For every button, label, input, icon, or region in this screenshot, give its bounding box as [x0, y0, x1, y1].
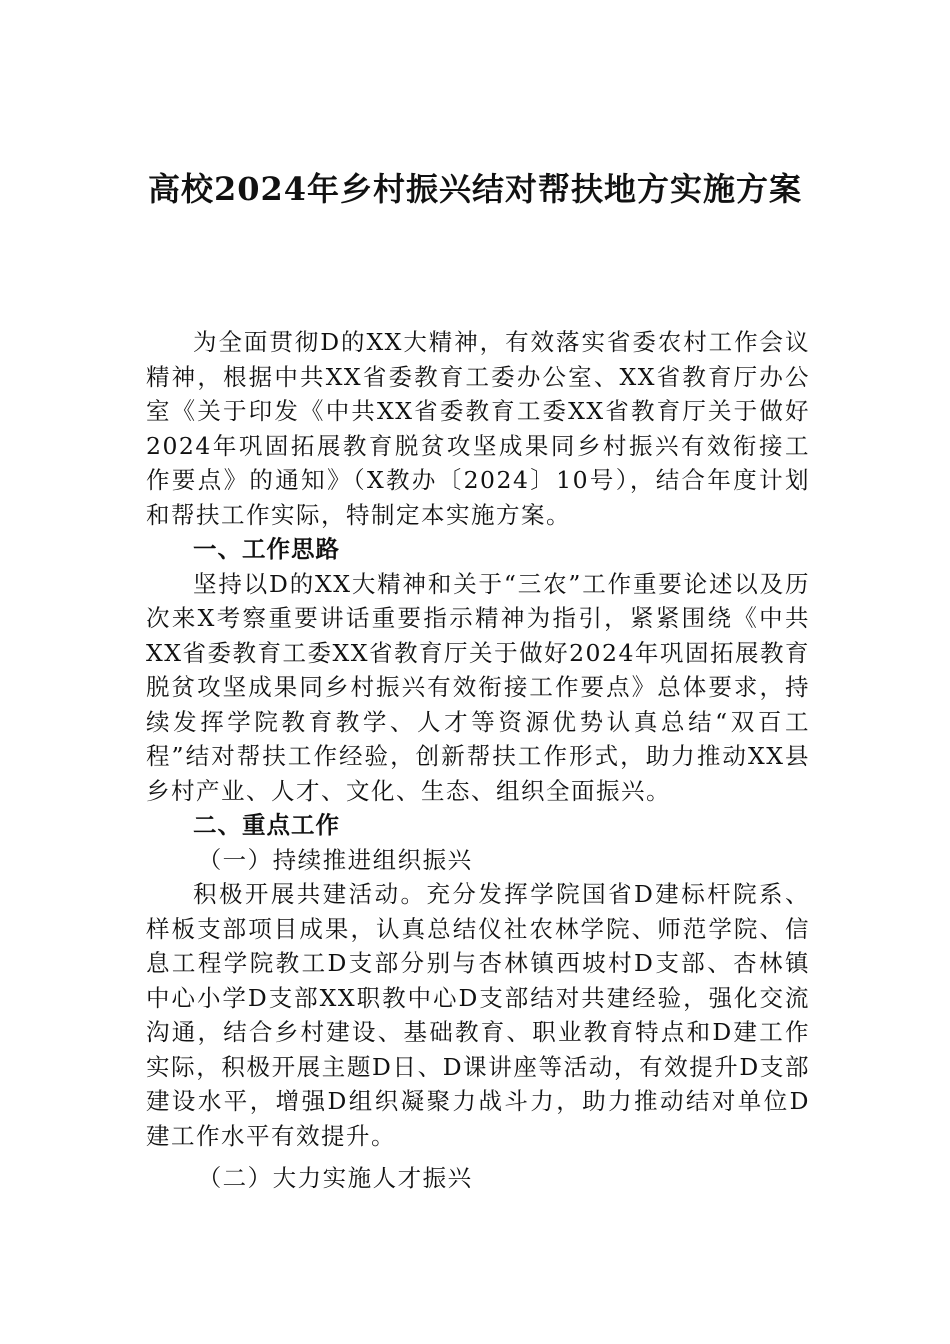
intro-paragraph: 为全面贯彻D的XX大精神，有效落实省委农村工作会议精神，根据中共XX省委教育工委办公室、XX省教育厅办公室《关于印发《中共XX省委教育工委XX省教育厅关于做好2024年巩固拓展教育脱贫攻坚成果同乡村振兴有效衔接工作要点》的通知》（X教办〔2024〕10号），结合年度计划和帮扶工作实际，特制定本实施方案。: [146, 328, 810, 529]
section-heading-work-approach: 一、工作思路: [193, 535, 340, 563]
subsection-heading-organization: （一）持续推进组织振兴: [197, 845, 473, 874]
section-heading-key-tasks: 二、重点工作: [193, 811, 340, 839]
organization-paragraph: 积极开展共建活动。充分发挥学院国省D建标杆院系、样板支部项目成果，认真总结仪社农林学院、师范学院、信息工程学院教工D支部分别与杏林镇西坡村D支部、杏林镇中心小学D支部XX职教中心D支部结对共建经验，强化交流沟通，结合乡村建设、基础教育、职业教育特点和D建工作实际，积极开展主题D日、D课讲座等活动，有效提升D支部建设水平，增强D组织凝聚力战斗力，助力推动结对单位D建工作水平有效提升。: [146, 880, 810, 1150]
document-body: [146, 325, 810, 1196]
document-title: 高校2024年乡村振兴结对帮扶地方实施方案: [147, 170, 803, 208]
work-approach-paragraph: 坚持以D的XX大精神和关于“三农”工作重要论述以及历次来X考察重要讲话重要指示精神为指引，紧紧围绕《中共XX省委教育工委XX省教育厅关于做好2024年巩固拓展教育脱贫攻坚成果同乡村振兴有效衔接工作要点》总体要求，持续发挥学院教育教学、人才等资源优势认真总结“双百工程”结对帮扶工作经验，创新帮扶工作形式，助力推动XX县乡村产业、人才、文化、生态、组织全面振兴。: [146, 569, 810, 805]
subsection-heading-talent: （二）大力实施人才振兴: [197, 1164, 473, 1192]
